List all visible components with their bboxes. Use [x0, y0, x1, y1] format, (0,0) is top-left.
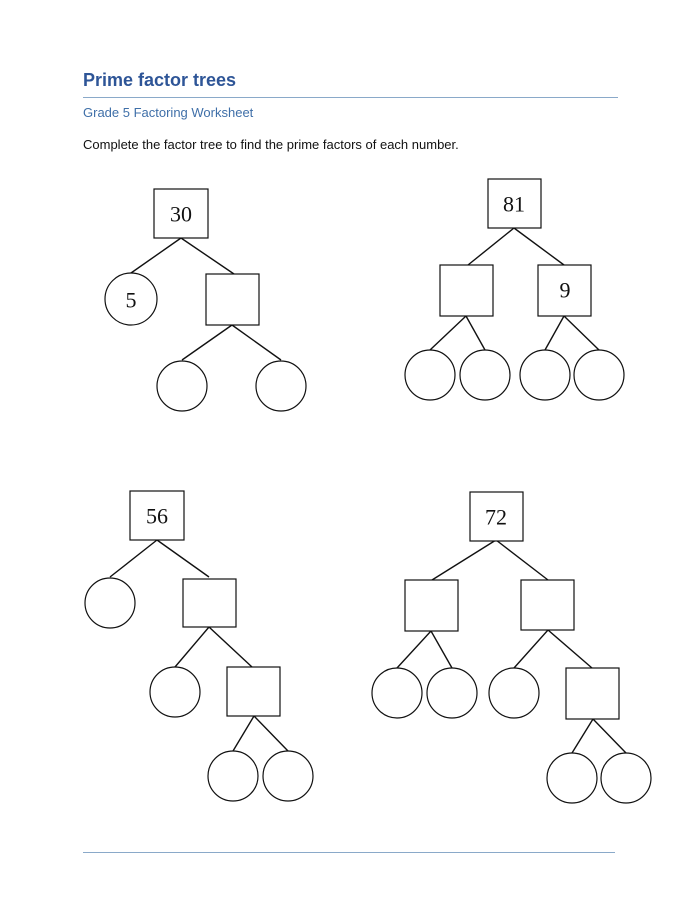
factor-box-blank[interactable] — [183, 579, 236, 627]
tree-branch — [254, 716, 288, 751]
factor-tree-30 — [105, 189, 306, 411]
factor-tree-56 — [85, 491, 313, 801]
tree-branch — [233, 716, 254, 751]
tree-branch — [110, 540, 157, 577]
prime-circle-blank[interactable] — [427, 668, 477, 718]
tree-branch — [181, 238, 234, 274]
tree-branch — [157, 540, 209, 577]
factor-box-blank[interactable] — [440, 265, 493, 316]
prime-circle-blank[interactable] — [263, 751, 313, 801]
given-factor-number: 5 — [125, 287, 137, 313]
given-factor-number: 9 — [559, 277, 571, 303]
prime-circle-blank[interactable] — [372, 668, 422, 718]
factor-circle-blank[interactable] — [85, 578, 135, 628]
page-subtitle: Grade 5 Factoring Worksheet — [83, 105, 254, 120]
tree-branch — [430, 316, 466, 350]
tree-branch — [182, 325, 232, 360]
tree-branch — [564, 316, 599, 350]
tree-branch — [131, 238, 181, 273]
instructions-text: Complete the factor tree to find the prime factors of each number. — [83, 137, 459, 152]
factor-box-blank[interactable] — [566, 668, 619, 719]
tree-branch — [468, 228, 514, 265]
prime-circle-blank[interactable] — [157, 361, 207, 411]
prime-circle-blank[interactable] — [460, 350, 510, 400]
page-title: Prime factor trees — [83, 70, 237, 90]
root-number: 30 — [170, 201, 192, 227]
tree-branch — [431, 631, 452, 668]
tree-branch — [397, 631, 431, 668]
tree-branch — [514, 228, 564, 265]
factor-box-blank[interactable] — [521, 580, 574, 630]
prime-circle-blank[interactable] — [150, 667, 200, 717]
tree-branch — [593, 719, 626, 753]
factor-box-blank[interactable] — [227, 667, 280, 716]
root-number: 56 — [146, 503, 168, 529]
prime-circle-blank[interactable] — [520, 350, 570, 400]
factor-box-blank[interactable] — [206, 274, 259, 325]
prime-circle-blank[interactable] — [574, 350, 624, 400]
footer-divider — [83, 852, 615, 853]
factor-box-blank[interactable] — [405, 580, 458, 631]
tree-branch — [572, 719, 593, 753]
tree-branch — [232, 325, 281, 360]
prime-circle-blank[interactable] — [547, 753, 597, 803]
root-number: 72 — [485, 504, 507, 530]
tree-branch — [432, 540, 496, 580]
tree-branch — [514, 630, 548, 668]
factor-tree-81 — [405, 179, 624, 400]
prime-circle-blank[interactable] — [489, 668, 539, 718]
tree-branch — [548, 630, 592, 668]
factor-tree-72 — [372, 492, 651, 803]
prime-circle-blank[interactable] — [208, 751, 258, 801]
tree-branch — [545, 316, 564, 350]
tree-branch — [175, 627, 209, 667]
tree-branch — [209, 627, 252, 667]
tree-branch — [466, 316, 485, 350]
root-number: 81 — [503, 191, 525, 217]
prime-circle-blank[interactable] — [601, 753, 651, 803]
tree-branch — [496, 540, 548, 580]
prime-circle-blank[interactable] — [405, 350, 455, 400]
prime-circle-blank[interactable] — [256, 361, 306, 411]
